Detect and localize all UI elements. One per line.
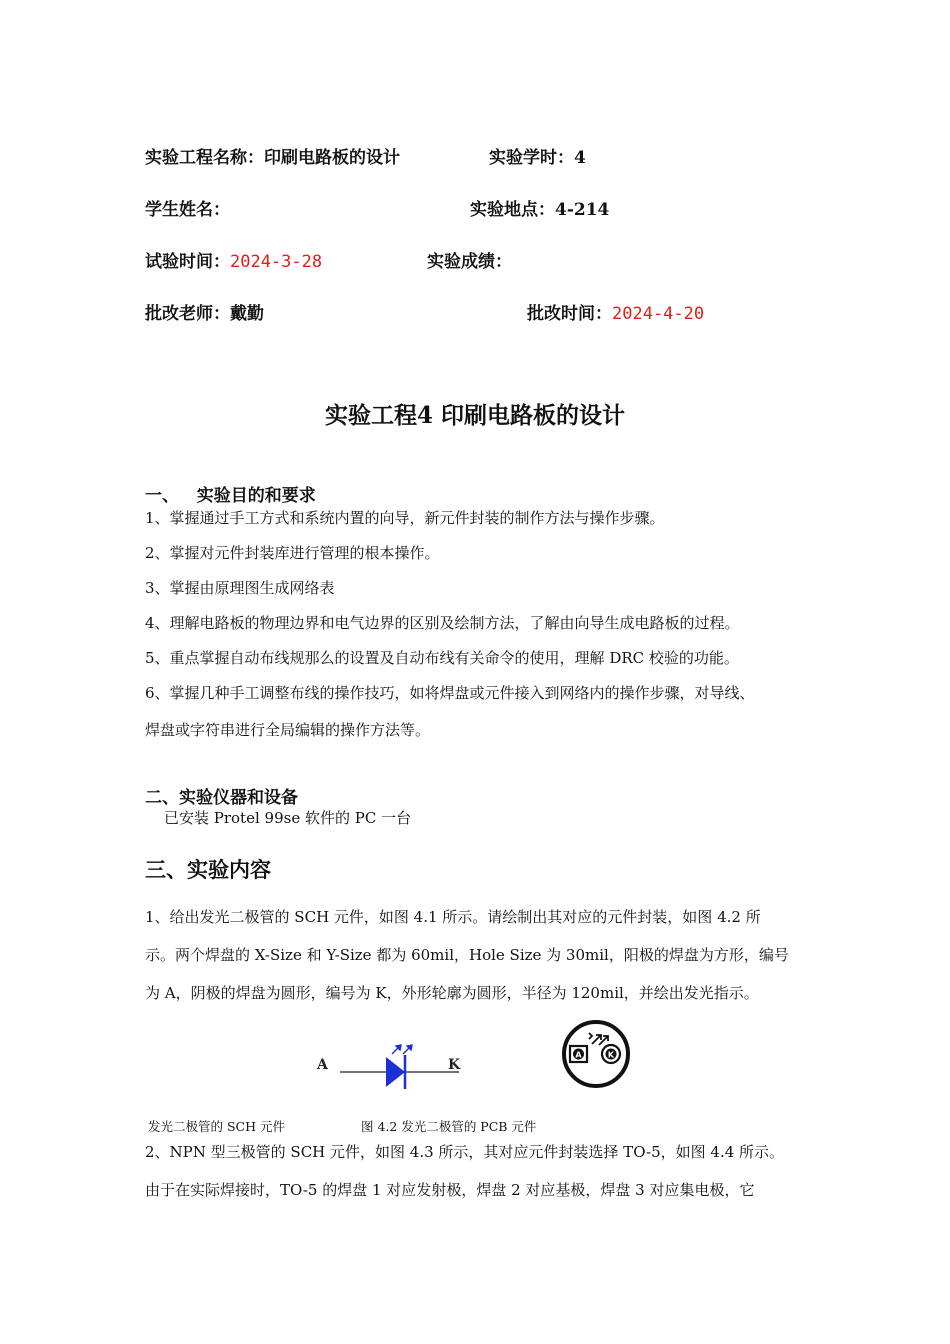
- section2-body: 已安装 Protel 99se 软件的 PC 一台: [164, 809, 412, 827]
- section1-item: 2、掌握对元件封装库进行管理的根本操作。: [145, 544, 440, 562]
- section1-item: 1、掌握通过手工方式和系统内置的向导，新元件封装的制作方法与操作步骤。: [145, 509, 665, 527]
- pcb-emit-arrows-icon: [589, 1033, 608, 1045]
- section1-item: 5、重点掌握自动布线规那么的设置及自动布线有关命令的使用，理解 DRC 校验的功能。: [145, 649, 739, 667]
- section3-paragraph-line: 由于在实际焊接时，TO-5 的焊盘 1 对应发射极，焊盘 2 对应基极，焊盘 3 对应集电极，它: [145, 1181, 755, 1199]
- section1-heading: 一、 实验目的和要求: [145, 486, 316, 506]
- experiment-time-value: 2024-3-28: [230, 252, 323, 272]
- section1-item: 4、理解电路板的物理边界和电气边界的区别及绘制方法，了解由向导生成电路板的过程。: [145, 614, 740, 632]
- pcb-pad-k-label: K: [607, 1050, 615, 1060]
- document-title: 实验工程4 印刷电路板的设计: [324, 402, 625, 429]
- sch-label-k: K: [448, 1057, 461, 1073]
- location-label: 实验地点：4-214: [470, 200, 610, 220]
- section1-item: 焊盘或字符串进行全局编辑的操作方法等。: [145, 721, 431, 739]
- diode-triangle-icon: [386, 1057, 405, 1087]
- teacher-label: 批改老师：戴勤: [145, 304, 264, 324]
- led-sch-symbol: [312, 1036, 482, 1092]
- section1-item: 6、掌握几种手工调整布线的操作技巧，如将焊盘或元件接入到网络内的操作步骤，对导线、: [145, 684, 755, 702]
- experiment-time-label: 试验时间：: [145, 252, 230, 272]
- section3-paragraph-line: 为 A，阴极的焊盘为圆形，编号为 K，外形轮廓为圆形，半径为 120mil，并绘出发光指示。: [145, 984, 759, 1002]
- review-time-value: 2024-4-20: [612, 304, 705, 324]
- figure-caption-pcb: 图 4.2 发光二极管的 PCB 元件: [361, 1119, 537, 1134]
- review-time: [527, 299, 704, 324]
- led-pcb-footprint: [558, 1019, 634, 1089]
- section3-paragraph-line: 示。两个焊盘的 X-Size 和 Y-Size 都为 60mil，Hole Size 为 30mil，阳极的焊盘为方形，编号: [145, 946, 789, 964]
- project-name-label: 实验工程名称：印刷电路板的设计: [145, 148, 400, 168]
- experiment-time: [145, 247, 322, 272]
- section1-item: 3、掌握由原理图生成网络表: [145, 579, 335, 597]
- section3-paragraph-line: 1、给出发光二极管的 SCH 元件，如图 4.1 所示。请绘制出其对应的元件封装，如图 4.2 所: [145, 908, 761, 926]
- pcb-pad-a-label: A: [575, 1050, 582, 1060]
- figure-caption-sch: 发光二极管的 SCH 元件: [148, 1119, 285, 1134]
- section3-heading: 三、实验内容: [145, 857, 271, 882]
- score-label: 实验成绩：: [427, 252, 512, 272]
- section3-paragraph-line: 2、NPN 型三极管的 SCH 元件，如图 4.3 所示，其对应元件封装选择 TO-5，如图 4.4 所示。: [145, 1143, 785, 1161]
- review-time-label: 批改时间：: [527, 304, 612, 324]
- section2-heading: 二、实验仪器和设备: [145, 788, 298, 808]
- class-hours-label: 实验学时：4: [489, 148, 586, 168]
- student-name-label: 学生姓名：: [145, 200, 230, 220]
- sch-label-a: A: [317, 1057, 328, 1073]
- light-emit-arrows-icon: [392, 1045, 412, 1054]
